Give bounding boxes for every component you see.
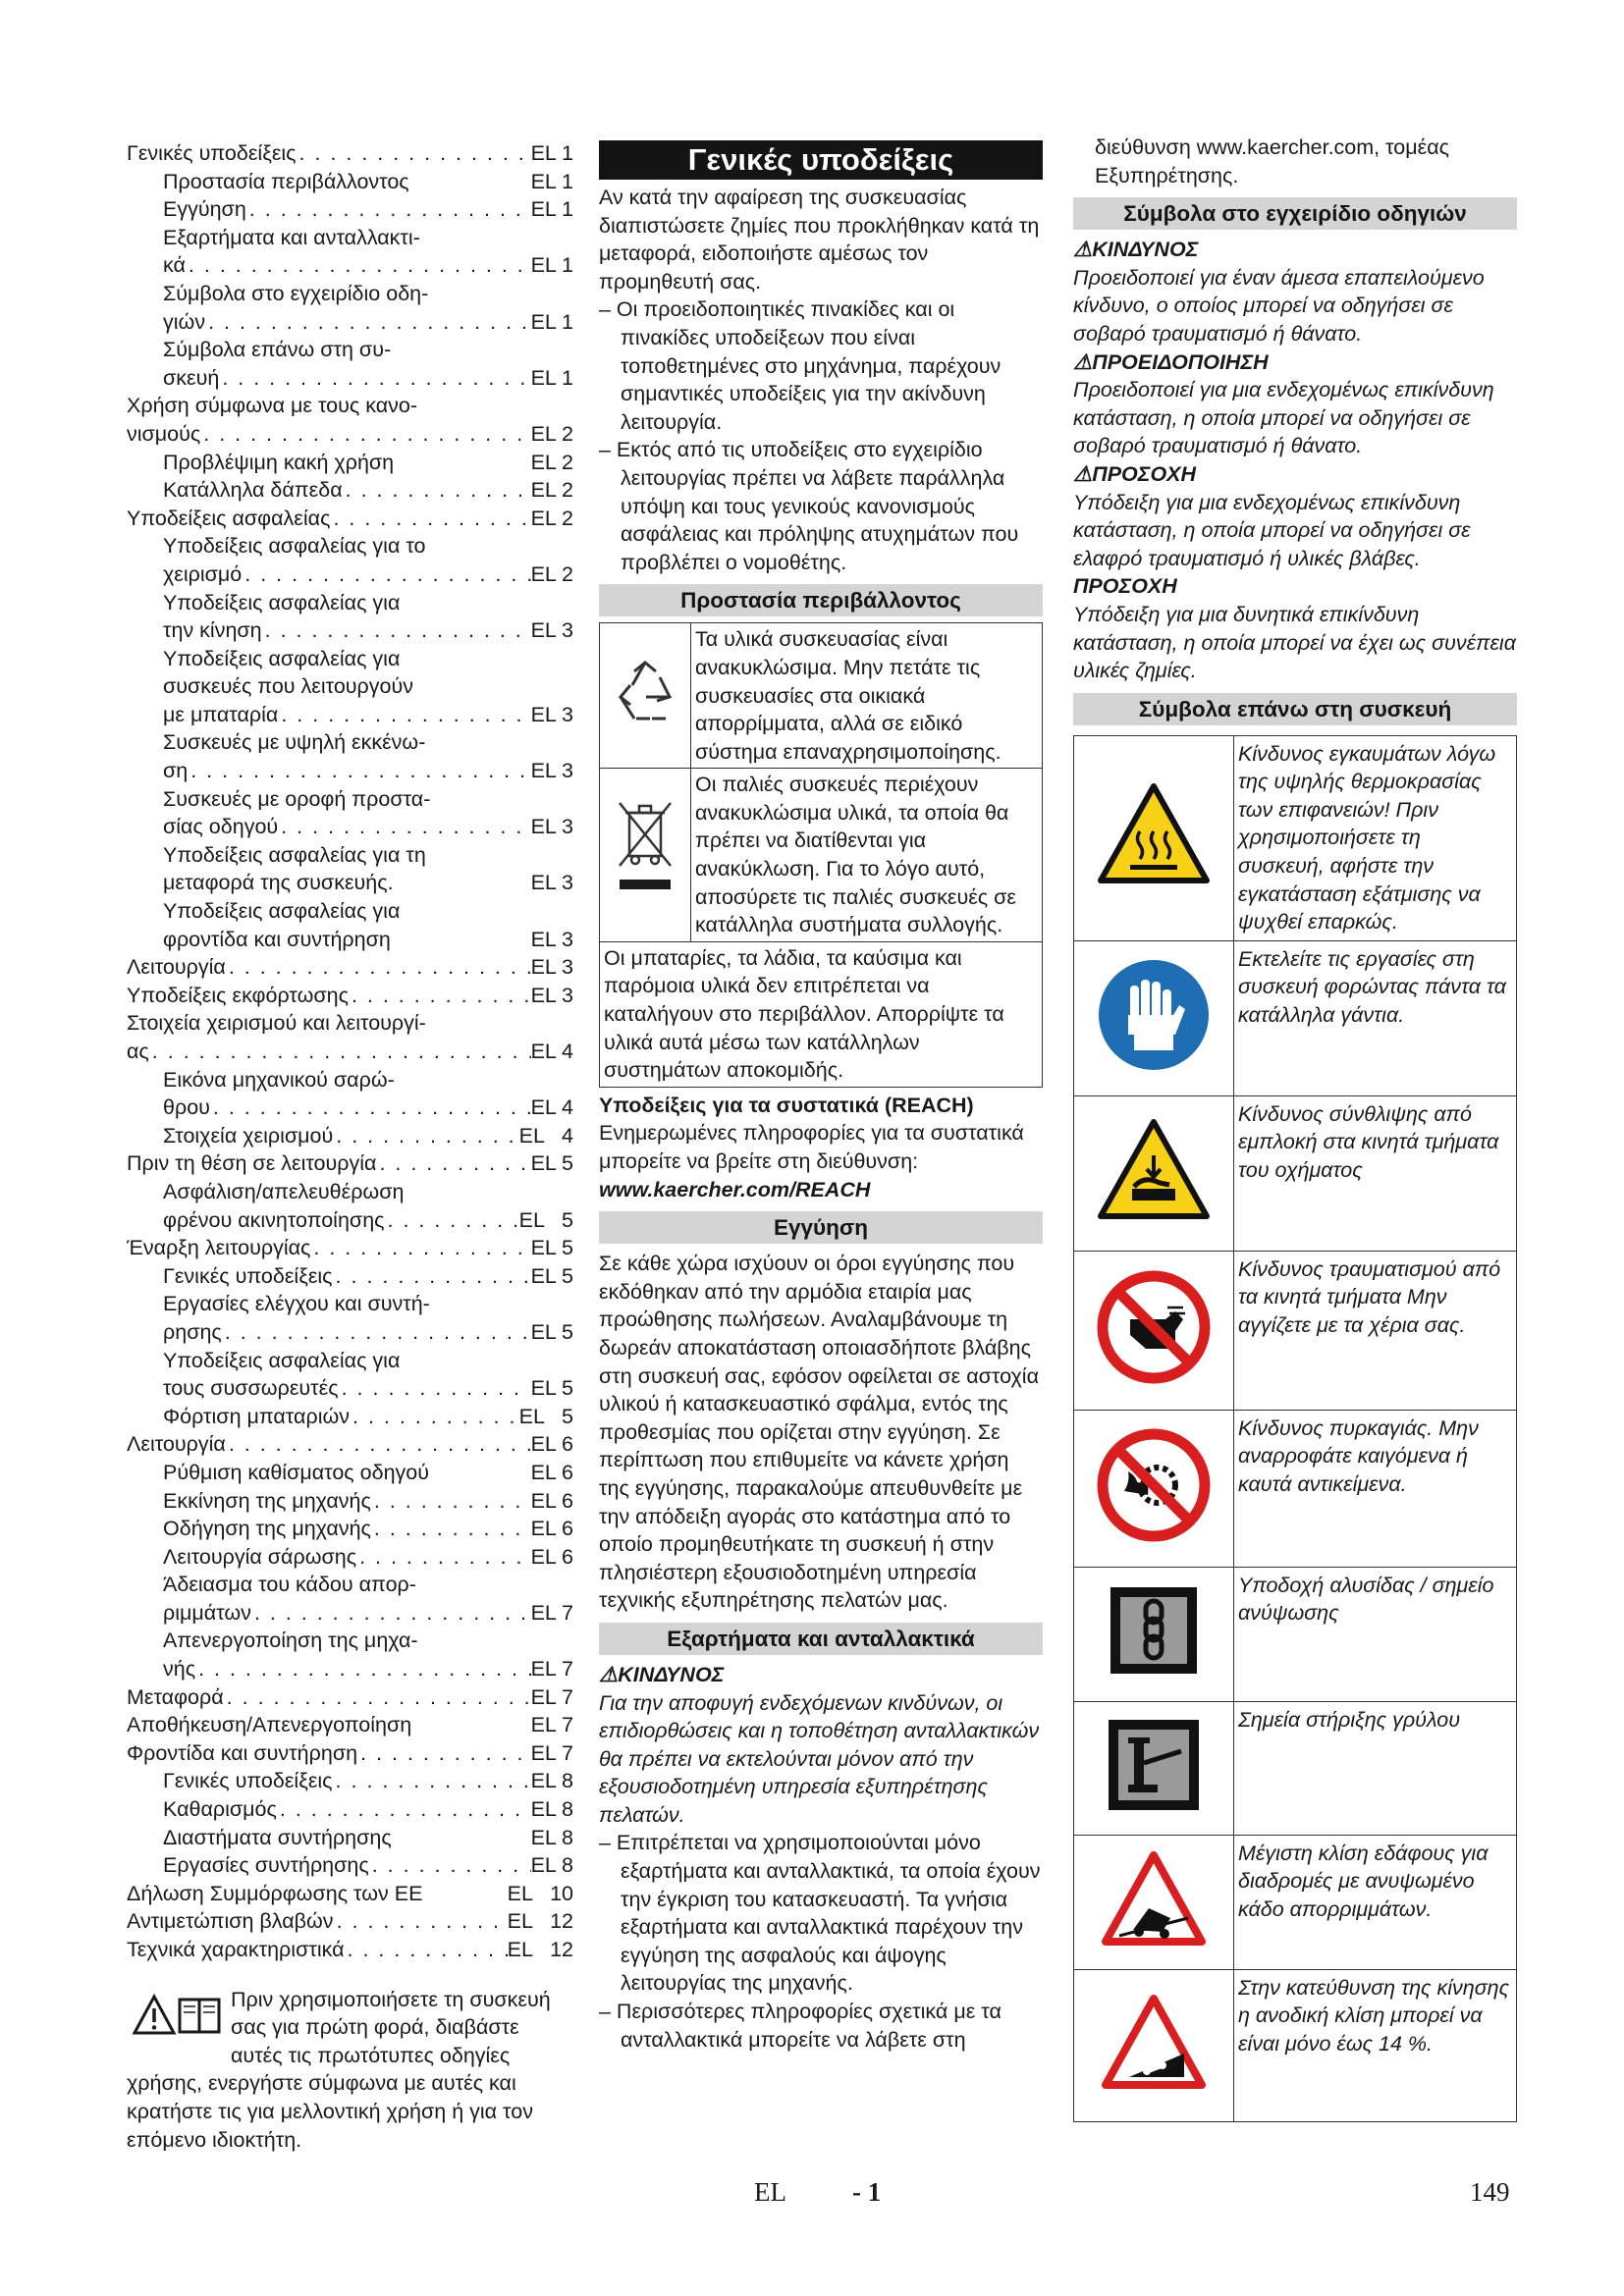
toc-page-ref: EL 7 [530, 1657, 573, 1682]
toc-entry[interactable] [127, 1178, 573, 1206]
toc-leader [251, 1599, 531, 1628]
toc-entry[interactable] [127, 251, 573, 280]
toc-entry-title: Εξαρτήματα και ανταλλακτι- [163, 225, 420, 249]
toc-leader [339, 1374, 531, 1403]
toc-entry-title: φρένου ακινητοποίησης [163, 1207, 385, 1232]
symbol-text: Στην κατεύθυνση της κίνησης η ανοδική κλίση μπορεί να είναι μόνο έως 14 %. [1234, 1969, 1517, 2121]
section-title-parts: Εξαρτήματα και ανταλλακτικά [599, 1623, 1043, 1655]
toc-leader [242, 561, 530, 589]
symbol-text: Μέγιστη κλίση εδάφους για διαδρομές με ανυψωμένο κάδο απορριμμάτων. [1234, 1835, 1517, 1969]
toc-page-ref: EL 3 [530, 871, 573, 895]
toc-page-ref: EL 1 [530, 365, 573, 390]
toc-leader [371, 1487, 531, 1516]
toc-leader [246, 195, 531, 224]
toc-leader [385, 1206, 519, 1235]
section-title-general: Γενικές υποδείξεις [599, 140, 1043, 180]
toc-page-ref: EL 5 [518, 1207, 573, 1232]
toc-leader [186, 251, 531, 280]
toc-entry-title: Υποδείξεις ασφαλείας για το [163, 534, 426, 559]
paragraph: Αν κατά την αφαίρεση της συσκευασίας διαπιστώσετε ζημίες που προκλήθηκαν κατά τη μεταφορά, ειδοποιήστε αμέσως τον προμηθευτή σας. [599, 186, 1040, 294]
symbol-text: Υποδοχή αλυσίδας / σημείο ανύψωσης [1234, 1567, 1517, 1701]
danger-heading: ⚠ΚΙΝΔΥΝΟΣ [599, 1662, 725, 1686]
toc-entry[interactable] [127, 1851, 573, 1880]
toc-leader [195, 1655, 530, 1683]
toc-entry[interactable] [127, 1711, 573, 1739]
toc-page-ref: EL 8 [530, 1769, 573, 1793]
toc-entry-title: σκευή [163, 365, 220, 390]
toc-entry-title: Συσκευές με υψηλή εκκένω- [163, 730, 426, 755]
toc-entry-title: Υποδείξεις ασφαλείας για [163, 899, 401, 924]
toc-leader [310, 1234, 530, 1262]
toc-entry[interactable] [127, 1403, 573, 1431]
toc-page-ref: EL 6 [530, 1488, 573, 1513]
toc-entry[interactable] [127, 728, 573, 757]
toc-entry-title: Υποδείξεις ασφαλείας για [163, 646, 401, 670]
toc-page-ref: EL 3 [530, 759, 573, 783]
toc-entry-title: Εικόνα μηχανικού σαρώ- [163, 1067, 395, 1092]
toc-leader [222, 1318, 531, 1347]
middle-column [599, 140, 1043, 2054]
toc-entry[interactable] [127, 1122, 573, 1150]
symbol-text: Εκτελείτε τις εργασίες στη συσκευή φορώντας πάντα τα κατάλληλα γάντια. [1234, 940, 1517, 1095]
toc-entry-title: νισμούς [127, 421, 201, 446]
no-touch-icon [1074, 1251, 1234, 1410]
toc-entry[interactable] [127, 168, 573, 196]
toc-leader [343, 476, 531, 505]
warranty-text: Σε κάθε χώρα ισχύουν οι όροι εγγύησης που εκδόθηκαν από την αρμόδια εταιρία μας προώθησης πωλήσεων. Αναλαμβάνουμε τη δωρεάν αποκατάσταση οποιασδήποτε βλάβης στη συσκευή σας, εφόσον οφείλεται σε αστοχία υλικού ή κατασκευαστικό σφάλμα, εντός της προθεσμίας που ορίζεται στην εγγύηση. Σε περίπτωση που επιθυμείτε να κάνετε χρήση της εγγύησης, παρακαλούμε απευθυνθείτε με την απόδειξη αγοράς στο κατάστημα από το οποίο προμηθευτήκατε τη συσκευή ή στην πλησιέστερη εξουσιοδοτημένη υπηρεσία τεχνικής εξυπηρέτησης πελατών μας. [599, 1252, 1040, 1613]
toc-entry-title: Κατάλληλα δάπεδα [163, 478, 343, 503]
caution-text: Υπόδειξη για μια ενδεχομένως επικίνδυνη κατάσταση, η οποία μπορεί να οδηγήσει σε ελαφρό τραυματισμό ή υλικές βλάβες. [1073, 490, 1471, 570]
toc-page-ref: EL 3 [530, 618, 573, 643]
toc-entry-title: Τεχνικά χαρακτηριστικά [127, 1938, 345, 1961]
hot-surface-icon [1074, 735, 1234, 940]
toc-entry[interactable] [127, 757, 573, 785]
toc-page-ref: EL 3 [530, 955, 573, 980]
toc-leader [219, 364, 530, 393]
no-fire-icon [1074, 1410, 1234, 1567]
toc-entry[interactable] [127, 336, 573, 364]
toc-entry[interactable] [127, 1739, 573, 1768]
toc-entry-title: Γενικές υποδείξεις [127, 141, 297, 165]
toc-leader [278, 701, 530, 729]
toc-page-ref: EL 1 [530, 197, 573, 222]
toc-page-ref: EL 5 [518, 1404, 573, 1428]
toc-entry-title: Υποδείξεις εκφόρτωσης [127, 983, 349, 1007]
toc-entry[interactable] [127, 1767, 573, 1795]
toc-entry-title: Υποδείξεις ασφαλείας για [163, 590, 401, 614]
toc-page-ref: EL 2 [530, 450, 573, 474]
toc-entry-title: Φόρτιση μπαταριών [163, 1404, 351, 1428]
toc-page-ref: EL 1 [530, 253, 573, 278]
toc-entry[interactable] [127, 364, 573, 393]
toc-entry-title: την κίνηση [163, 618, 262, 643]
toc-entry-title: ας [127, 1040, 149, 1063]
toc-page-ref: EL 6 [530, 1544, 573, 1569]
toc-entry-title: Έναρξη λειτουργίας [127, 1236, 311, 1260]
table-of-contents [127, 139, 573, 1964]
toc-entry[interactable] [127, 1347, 573, 1375]
toc-leader [297, 139, 531, 168]
crush-hazard-icon [1074, 1095, 1234, 1251]
notice-heading: ΠΡΟΣΟΧΗ [1073, 574, 1177, 599]
reach-heading: Υποδείξεις για τα συστατικά (REACH) [599, 1093, 974, 1117]
table-row [1074, 1567, 1517, 1701]
toc-entry[interactable] [127, 785, 573, 814]
toc-entry-title: Αντιμετώπιση βλαβών [127, 1909, 334, 1934]
toc-entry[interactable] [127, 1880, 573, 1908]
toc-entry[interactable] [127, 1374, 573, 1403]
toc-entry-title: Προστασία περιβάλλοντος [163, 169, 409, 193]
toc-leader [349, 982, 531, 1010]
toc-entry[interactable] [127, 420, 573, 449]
toc-entry[interactable] [127, 1318, 573, 1347]
caution-heading: ⚠ΠΡΟΣΟΧΗ [1073, 461, 1197, 486]
toc-entry-title: συσκευές που λειτουργούν [163, 674, 413, 699]
toc-page-ref: EL 10 [507, 1881, 573, 1905]
toc-entry[interactable] [127, 1430, 573, 1459]
toc-leader [210, 1094, 531, 1122]
table-row [1074, 1701, 1517, 1835]
toc-entry[interactable] [127, 1038, 573, 1066]
table-row [1074, 1969, 1517, 2121]
toc-page-ref: EL 7 [530, 1713, 573, 1737]
toc-leader [357, 1739, 531, 1768]
toc-entry[interactable] [127, 813, 573, 841]
toc-leader [333, 1122, 518, 1150]
toc-entry[interactable] [127, 308, 573, 337]
symbol-text: Κίνδυνος τραυματισμού από τα κινητά τμήματα Μην αγγίζετε με τα χέρια σας. [1234, 1251, 1517, 1410]
toc-entry[interactable] [127, 841, 573, 870]
toc-entry[interactable] [127, 589, 573, 617]
symbol-text: Κίνδυνος εγκαυμάτων λόγω της υψηλής θερμοκρασίας των επιφανειών! Πριν χρησιμοποιήσετε τη συσκευή, αφήστε την εγκατάσταση εξάτμισης να ψυχθεί επαρκώς. [1234, 735, 1517, 940]
toc-entry[interactable] [127, 701, 573, 729]
toc-page-ref: EL 12 [507, 1938, 573, 1961]
toc-entry[interactable] [127, 476, 573, 505]
symbol-text: Κίνδυνος σύνθλιψης από εμπλοκή στα κινητά τμήματα του οχήματος [1234, 1095, 1517, 1251]
toc-page-ref: EL 3 [530, 927, 573, 951]
toc-entry-title: φροντίδα και συντήρηση [163, 927, 391, 951]
toc-leader [330, 505, 530, 533]
toc-entry[interactable] [127, 139, 573, 168]
toc-entry[interactable] [127, 616, 573, 645]
toc-leader [278, 813, 530, 841]
table-row [1074, 735, 1517, 940]
continued-text: διεύθυνση www.kaercher.com, τομέας Εξυπηρέτησης. [1095, 135, 1450, 187]
toc-page-ref: EL 2 [530, 478, 573, 503]
toc-entry[interactable] [127, 1543, 573, 1572]
bullet: – Εκτός από τις υποδείξεις στο εγχειρίδιο λειτουργίας πρέπει να λάβετε παράλληλα υπόψη και τους γενικούς κανονισμούς ασφάλειας και πρόληψης ατυχημάτων που προβλέπει ο νομοθέτης. [599, 438, 1019, 574]
toc-entry[interactable] [127, 982, 573, 1010]
toc-page-ref: EL 4 [530, 1040, 573, 1063]
weee-bin-icon [600, 769, 691, 942]
oil-battery-text: Οι μπαταρίες, τα λάδια, τα καύσιμα και παρόμοια υλικά δεν επιτρέπεται να καταλήγουν στο περιβάλλον. Απορρίψτε τα υλικά αυτά μέσω των κατάλληλων συστημάτων αποκομιδής. [600, 941, 1043, 1087]
toc-entry-title: χειρισμό [163, 561, 243, 586]
toc-entry-title: Υποδείξεις ασφαλείας για τη [163, 842, 426, 867]
toc-entry[interactable] [127, 1094, 573, 1122]
toc-entry[interactable] [127, 645, 573, 673]
toc-leader [350, 1403, 519, 1431]
toc-entry-title: ριμμάτων [163, 1600, 251, 1625]
toc-entry-title: Λειτουργία [127, 1432, 226, 1457]
toc-entry[interactable] [127, 1599, 573, 1628]
jack-icon [1074, 1701, 1234, 1835]
gloves-icon [1074, 940, 1234, 1095]
toc-entry[interactable] [127, 449, 573, 477]
toc-entry[interactable] [127, 1487, 573, 1516]
toc-leader [369, 1851, 531, 1880]
footer-language: EL [754, 2177, 786, 2207]
danger-heading: ⚠ΚΙΝΔΥΝΟΣ [1073, 238, 1199, 262]
toc-entry[interactable] [127, 392, 573, 420]
toc-entry-title: Μεταφορά [127, 1684, 224, 1709]
toc-entry[interactable] [127, 1234, 573, 1262]
toc-entry-title: Απενεργοποίηση της μηχα- [163, 1629, 418, 1653]
reach-text: Ενημερωμένες πληροφορίες για τα συστατικά μπορείτε να βρείτε στη διεύθυνση: [599, 1121, 1024, 1173]
danger-text: Για την αποφυγή ενδεχόμενων κινδύνων, οι επιδιορθώσεις και η τοποθέτηση ανταλλακτικών θα πρέπει να εκτελούνται μόνον από την εξουσιοδοτημένη υπηρεσία εξυπηρέτησης πελατών. [599, 1690, 1040, 1827]
toc-page-ref: EL 7 [530, 1740, 573, 1765]
symbol-text: Κίνδυνος πυρκαγιάς. Μην αναρροφάτε καιγόμενα ή καυτά αντικείμενα. [1234, 1410, 1517, 1567]
toc-entry-title: Καθαρισμός [163, 1797, 277, 1822]
toc-entry-title: Ρύθμιση καθίσματος οδηγού [163, 1460, 429, 1484]
toc-leader [205, 308, 530, 337]
toc-leader [200, 420, 530, 449]
toc-page-ref: EL 5 [530, 1319, 573, 1344]
toc-entry-title: Λειτουργία [127, 955, 226, 980]
symbol-text: Σημεία στήριξης γρύλου [1234, 1701, 1517, 1835]
intro-note: Πριν χρησιμοποιήσετε τη συσκευή σας για πρώτη φορά, διαβάστε αυτές τις πρωτότυπες οδηγίες χρήσης, ενεργήστε σύμφωνα με αυτές και κρατήστε τις για μελλοντική χρήση ή για τον επόμενο ιδιοκτήτη. [127, 1987, 551, 2152]
toc-column [127, 139, 573, 2154]
toc-entry-title: Σύμβολα επάνω στη συ- [163, 338, 392, 362]
notice-text: Υπόδειξη για μια δυνητικά επικίνδυνη κατάσταση, η οποία μπορεί να έχει ως συνέπεια υλικές ζημίες. [1073, 602, 1516, 683]
chain-icon [1074, 1567, 1234, 1701]
toc-entry-title: Στοιχεία χειρισμού [163, 1123, 334, 1148]
toc-entry-title: Συσκευές με οροφή προστα- [163, 786, 431, 811]
toc-page-ref: EL 3 [530, 815, 573, 839]
toc-entry-title: με μπαταρία [163, 702, 279, 726]
toc-entry-title: Οδήγηση της μηχανής [163, 1517, 371, 1541]
toc-page-ref: EL 7 [530, 1600, 573, 1625]
toc-entry-title: Δήλωση Συμμόρφωσης των ΕΕ [127, 1881, 423, 1905]
toc-entry[interactable] [127, 1571, 573, 1599]
toc-page-ref: EL 6 [530, 1460, 573, 1484]
toc-entry-title: Αποθήκευση/Απενεργοποίηση [127, 1713, 412, 1737]
toc-entry[interactable] [127, 1515, 573, 1543]
toc-entry[interactable] [127, 1009, 573, 1038]
toc-entry[interactable] [127, 1936, 573, 1964]
toc-entry-title: Προβλέψιμη κακή χρήση [163, 450, 395, 474]
toc-leader [262, 616, 531, 645]
toc-page-ref: EL 6 [530, 1432, 573, 1457]
toc-leader [371, 1515, 531, 1543]
toc-page-ref: EL 7 [530, 1684, 573, 1709]
bullet: – Οι προειδοποιητικές πινακίδες και οι πινακίδες υποδείξεων που είναι τοποθετημένες στο μηχάνημα, παρέχουν σημαντικές υποδείξεις για την ακίνδυνη λειτουργία. [599, 297, 1001, 434]
toc-entry-title: Χρήση σύμφωνα με τους κανο- [127, 394, 417, 418]
section-title-device-symbols: Σύμβολα επάνω στη συσκευή [1073, 693, 1517, 725]
toc-page-ref: EL 5 [530, 1263, 573, 1288]
toc-entry[interactable] [127, 1824, 573, 1852]
table-row [1074, 1095, 1517, 1251]
toc-page-ref: EL 5 [530, 1236, 573, 1260]
environment-table [599, 622, 1043, 1088]
toc-page-ref: EL 8 [530, 1797, 573, 1822]
toc-entry-title: Στοιχεία χειρισμού και λειτουργί- [127, 1011, 426, 1036]
toc-leader [376, 1149, 530, 1178]
toc-entry-title: Πριν τη θέση σε λειτουργία [127, 1151, 377, 1176]
toc-page-ref: EL 3 [530, 702, 573, 726]
toc-entry[interactable] [127, 561, 573, 589]
section-title-environment: Προστασία περιβάλλοντος [599, 584, 1043, 616]
toc-entry[interactable] [127, 1683, 573, 1712]
toc-entry[interactable] [127, 224, 573, 252]
toc-leader [277, 1795, 531, 1824]
toc-entry[interactable] [127, 1290, 573, 1318]
section-title-manual-symbols: Σύμβολα στο εγχειρίδιο οδηγιών [1073, 197, 1517, 230]
toc-entry-title: Εργασίες ελέγχου και συντή- [163, 1292, 430, 1316]
right-column [1073, 133, 1517, 2122]
toc-page-ref: EL 1 [530, 169, 573, 193]
table-row [1074, 940, 1517, 1095]
toc-entry[interactable] [127, 672, 573, 701]
toc-entry-title: Ασφάλιση/απελευθέρωση [163, 1179, 405, 1203]
toc-leader [345, 1936, 508, 1964]
toc-entry[interactable] [127, 1206, 573, 1235]
toc-page-ref: EL 5 [530, 1151, 573, 1176]
table-row [1074, 1835, 1517, 1969]
slope-icon [1074, 1969, 1234, 2121]
toc-page-ref: EL 4 [530, 1095, 573, 1120]
toc-entry[interactable] [127, 195, 573, 224]
toc-entry[interactable] [127, 1655, 573, 1683]
weee-text: Οι παλιές συσκευές περιέχουν ανακυκλώσιμα υλικά, τα οποία θα πρέπει να διατίθενται για ανακύκλωση. Για το λόγο αυτό, αποσύρετε τις παλιές συσκευές σε κατάλληλα συστήματα συλλογής. [691, 769, 1043, 942]
toc-entry-title: Υποδείξεις ασφαλείας για [163, 1348, 401, 1372]
recycle-icon [600, 623, 691, 769]
toc-leader [188, 757, 530, 785]
toc-leader [356, 1543, 530, 1572]
toc-entry-title: Εγγύηση [163, 197, 246, 222]
toc-entry[interactable] [127, 1149, 573, 1178]
toc-entry-title: νής [163, 1657, 196, 1682]
toc-page-ref: EL 2 [530, 506, 573, 530]
reach-link[interactable]: www.kaercher.com/REACH [599, 1177, 871, 1201]
toc-leader [149, 1038, 531, 1066]
toc-entry[interactable] [127, 1627, 573, 1655]
read-manual-icon [133, 1994, 223, 2045]
footer-page-number: 149 [1470, 2177, 1510, 2207]
toc-entry[interactable] [127, 532, 573, 561]
warning-text: Προειδοποιεί για μια ενδεχομένως επικίνδυνη κατάσταση, η οποία μπορεί να οδηγήσει σε σοβαρό τραυματισμό ή θάνατο. [1073, 378, 1494, 458]
toc-page-ref: EL 6 [530, 1517, 573, 1541]
toc-entry[interactable] [127, 505, 573, 533]
toc-entry-title: ρησης [163, 1319, 222, 1344]
toc-entry-title: τους συσσωρευτές [163, 1376, 339, 1401]
toc-entry-title: Εργασίες συντήρησης [163, 1853, 369, 1878]
toc-entry-title: κά [163, 253, 186, 278]
toc-entry-title: Διαστήματα συντήρησης [163, 1825, 392, 1849]
toc-page-ref: EL 8 [530, 1825, 573, 1849]
toc-entry[interactable] [127, 953, 573, 982]
tip-over-icon [1074, 1835, 1234, 1969]
toc-entry[interactable] [127, 1907, 573, 1936]
toc-leader [226, 953, 531, 982]
toc-entry[interactable] [127, 897, 573, 926]
toc-page-ref: EL 12 [507, 1909, 573, 1934]
toc-entry[interactable] [127, 926, 573, 954]
toc-entry-title: μεταφορά της συσκευής. [163, 871, 394, 895]
toc-page-ref: EL 3 [530, 983, 573, 1007]
toc-page-ref: EL 4 [518, 1123, 573, 1148]
toc-entry-title: Υποδείξεις ασφαλείας [127, 506, 331, 530]
toc-leader [333, 1767, 531, 1795]
toc-leader [224, 1683, 531, 1712]
toc-entry-title: Φροντίδα και συντήρηση [127, 1740, 358, 1765]
toc-entry[interactable] [127, 1459, 573, 1487]
toc-entry-title: Λειτουργία σάρωσης [163, 1544, 357, 1569]
toc-entry-title: ση [163, 759, 189, 783]
toc-entry-title: Άδειασμα του κάδου απορ- [163, 1573, 416, 1597]
toc-entry[interactable] [127, 1795, 573, 1824]
toc-leader [226, 1430, 531, 1459]
toc-page-ref: EL 2 [530, 561, 573, 586]
toc-entry-title: Γενικές υποδείξεις [163, 1769, 333, 1793]
toc-entry-title: γιών [163, 309, 206, 334]
toc-page-ref: EL 2 [530, 421, 573, 446]
section-title-warranty: Εγγύηση [599, 1211, 1043, 1244]
toc-entry[interactable] [127, 1066, 573, 1095]
toc-entry-title: σίας οδηγού [163, 815, 279, 839]
toc-entry[interactable] [127, 869, 573, 897]
table-row [1074, 1410, 1517, 1567]
warning-heading: ⚠ΠΡΟΕΙΔΟΠΟΙΗΣΗ [1073, 349, 1269, 374]
toc-page-ref: EL 1 [530, 309, 573, 334]
footer-page-ref: - 1 [852, 2177, 882, 2207]
table-row [1074, 1251, 1517, 1410]
toc-leader [334, 1907, 508, 1936]
bullet: – Περισσότερες πληροφορίες σχετικά με τα ανταλλακτικά μπορείτε να λάβετε στη [599, 2000, 1001, 2052]
toc-entry-title: Γενικές υποδείξεις [163, 1263, 333, 1288]
toc-page-ref: EL 8 [530, 1853, 573, 1878]
toc-page-ref: EL 5 [530, 1376, 573, 1401]
toc-entry[interactable] [127, 280, 573, 308]
danger-text: Προειδοποιεί για έναν άμεσα επαπειλούμενο κίνδυνο, ο οποίος μπορεί να οδηγήσει σε σοβαρό τραυματισμό ή θάνατο. [1073, 265, 1485, 346]
toc-entry-title: θρου [163, 1095, 210, 1120]
toc-entry-title: Εκκίνηση της μηχανής [163, 1488, 371, 1513]
toc-page-ref: EL 1 [530, 141, 573, 165]
recycle-text: Τα υλικά συσκευασίας είναι ανακυκλώσιμα. Μην πετάτε τις συσκευασίες στα οικιακά απορρίμματα, αλλά σε ειδικό σύστημα επαναχρησιμοποίησης. [691, 623, 1043, 769]
device-symbols-table [1073, 735, 1517, 2122]
toc-entry-title: Σύμβολα στο εγχειρίδιο οδη- [163, 281, 429, 305]
toc-leader [333, 1262, 531, 1291]
toc-entry[interactable] [127, 1262, 573, 1291]
bullet: – Επιτρέπεται να χρησιμοποιούνται μόνο εξαρτήματα και ανταλλακτικά, τα οποία έχουν την έγκριση του κατασκευαστή. Τα γνήσια εξαρτήματα και ανταλλακτικά παρέχουν την εγγύηση της ασφαλούς και άψογης λειτουργίας της μηχανής. [599, 1831, 1041, 1996]
